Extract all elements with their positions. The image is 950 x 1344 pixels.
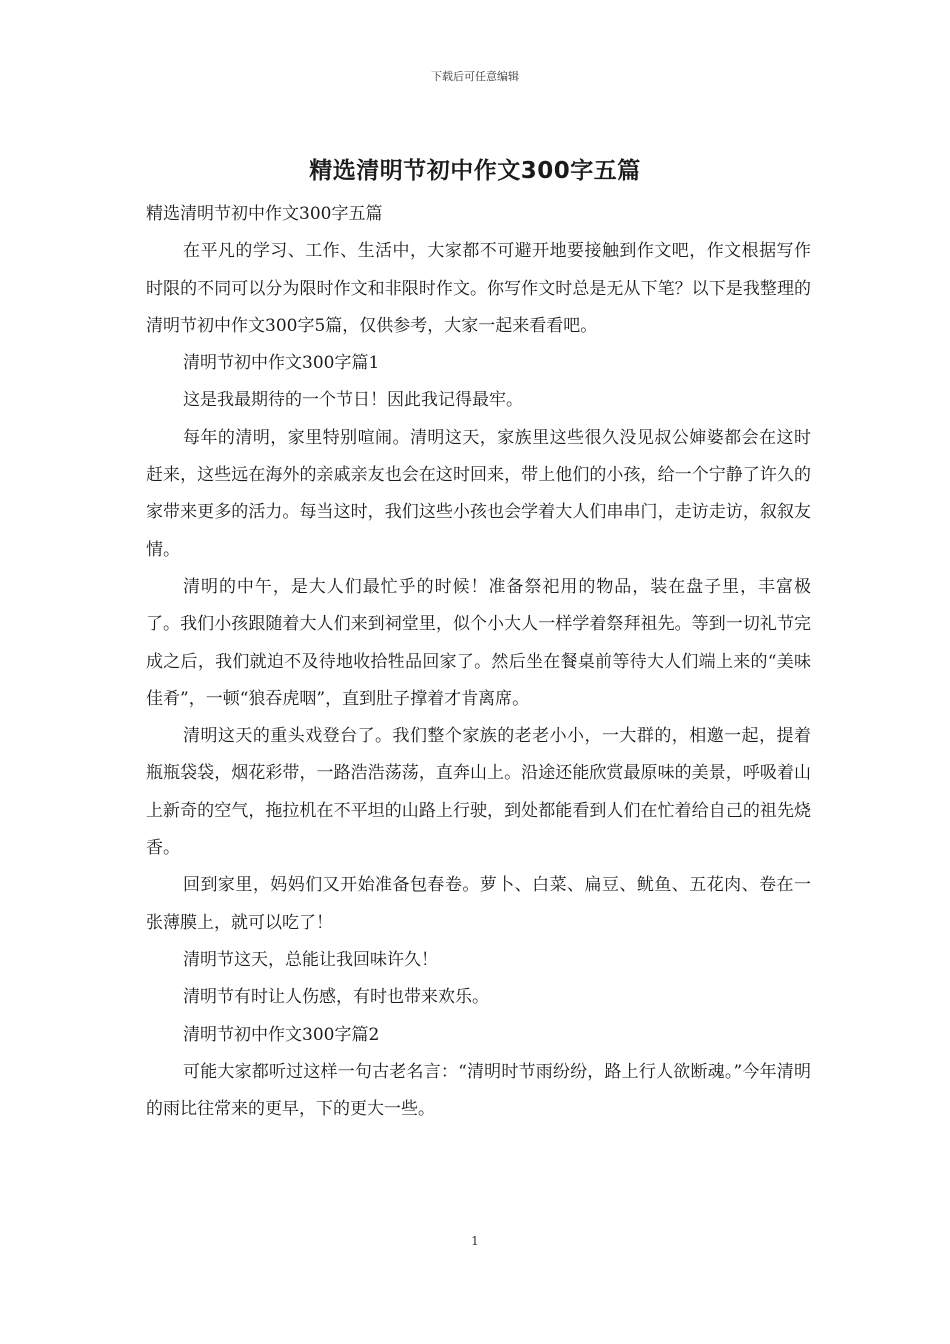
page-header-note: 下载后可任意编辑: [431, 70, 519, 83]
section-heading-essay-1: 清明节初中作文300字篇1: [183, 353, 380, 374]
body-paragraph: 清明的中午，是大人们最忙乎的时候！准备祭祀用的物品，装在盘子里，丰富极了。我们小孩跟随着大人们来到祠堂里，似个小大人一样学着祭拜祖先。等到一切礼节完成之后，我们就迫不及待地收拾牲品回家了。然后坐在餐桌前等待大人们端上来的“美味佳肴”，一顿“狼吞虎咽”，直到肚子撑着才肯离席。: [146, 576, 811, 709]
intro-paragraph: 在平凡的学习、工作、生活中，大家都不可避开地要接触到作文吧，作文根据写作时限的不同可以分为限时作文和非限时作文。你写作文时总是无从下笔？以下是我整理的清明节初中作文300字5篇，仅供参考，大家一起来看看吧。: [146, 241, 811, 336]
body-paragraph: 清明这天的重头戏登台了。我们整个家族的老老小小，一大群的，相邀一起，提着瓶瓶袋袋，烟花彩带，一路浩浩荡荡，直奔山上。沿途还能欣赏最原味的美景，呼吸着山上新奇的空气，拖拉机在不平坦的山路上行驶，到处都能看到人们在忙着给自己的祖先烧香。: [146, 726, 811, 859]
subtitle-paragraph: 精选清明节初中作文300字五篇: [146, 204, 383, 224]
body-paragraph: 清明节有时让人伤感，有时也带来欢乐。: [183, 987, 489, 1008]
section-heading-essay-2: 清明节初中作文300字篇2: [183, 1024, 380, 1045]
document-body: [146, 196, 811, 1128]
document-title: 精选清明节初中作文300字五篇: [309, 158, 641, 184]
body-paragraph: 这是我最期待的一个节日！因此我记得最牢。: [183, 390, 523, 411]
body-paragraph: 每年的清明，家里特别喧闹。清明这天，家族里这些很久没见叔公婶婆都会在这时赶来，这些远在海外的亲戚亲友也会在这时回来，带上他们的小孩，给一个宁静了许久的家带来更多的活力。每当这时，我们这些小孩也会学着大人们串串门，走访走访，叙叙友情。: [146, 427, 811, 560]
body-paragraph: 回到家里，妈妈们又开始准备包春卷。萝卜、白菜、扁豆、鱿鱼、五花肉、卷在一张薄膜上，就可以吃了！: [146, 875, 811, 933]
body-paragraph: 清明节这天，总能让我回味许久！: [183, 949, 438, 970]
page-number: 1: [471, 1234, 479, 1248]
body-paragraph: 可能大家都听过这样一句古老名言：“清明时节雨纷纷，路上行人欲断魂。”今年清明的雨比往常来的更早，下的更大一些。: [146, 1061, 811, 1120]
